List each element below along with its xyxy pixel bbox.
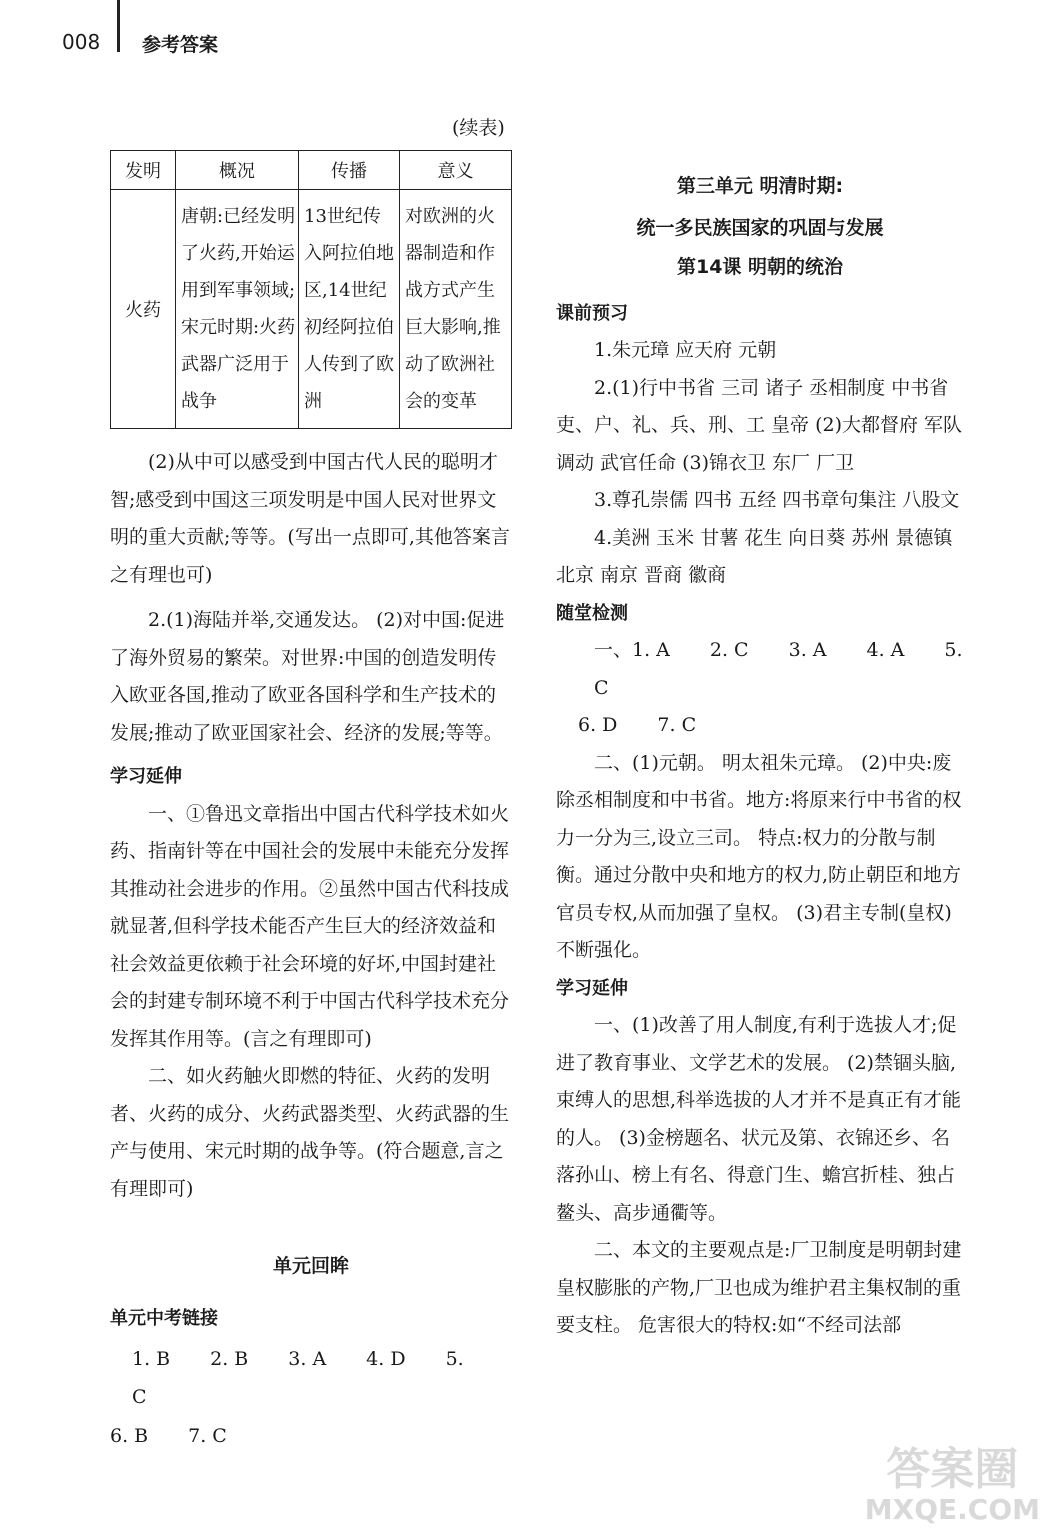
mcq-answer: 6. D xyxy=(578,714,618,736)
lesson-title: 第14课 明朝的统治 xyxy=(676,256,844,278)
left-section-exam: 单元中考链接 xyxy=(110,1307,218,1329)
cell-overview: 唐朝:已经发明了火药,开始运用到军事领域;宋元时期:火药武器广泛用于战争 xyxy=(176,190,299,429)
left-column xyxy=(110,444,512,1456)
mcq-answer: 7. C xyxy=(657,714,697,736)
th-overview: 概况 xyxy=(176,151,299,190)
watermark-text: 答案圈 xyxy=(886,1444,1019,1495)
watermark-url: MXQE.COM xyxy=(864,1493,1040,1526)
mcq-answer: 一、1. A xyxy=(594,639,670,661)
mcq-answer: 3. A xyxy=(288,1348,327,1370)
mcq-answer: 1. B xyxy=(132,1348,171,1370)
th-significance: 意义 xyxy=(400,151,512,190)
preview-q3: 3.尊孔崇儒 四书 五经 四书章句集注 八股文 xyxy=(594,489,960,511)
section-extend: 学习延伸 xyxy=(556,977,628,999)
test-mcq-row2 xyxy=(556,707,964,745)
mcq-answer: 4. D xyxy=(366,1348,406,1370)
exam-mcq-row1 xyxy=(110,1341,512,1416)
left-answer-p1: (2)从中可以感受到中国古代人民的聪明才智;感受到中国这三项发明是中国人民对世界文明的重大贡献;等等。(写出一点即可,其他答案言之有理也可) xyxy=(110,451,510,586)
unit-title-line1: 第三单元 明清时期: xyxy=(676,175,844,197)
section-test: 随堂检测 xyxy=(556,602,628,624)
extend-answer-2: 二、本文的主要观点是:厂卫制度是明朝封建皇权膨胀的产物,厂卫也成为维护君主集权制的重要支柱。 危害很大的特权:如“不经司法部 xyxy=(556,1239,962,1336)
left-answer-p2: 2.(1)海陆并举,交通发达。 (2)对中国:促进了海外贸易的繁荣。对世界:中国的创造发明传入欧亚各国,推动了欧亚各国科学和生产技术的发展;推动了欧亚国家社会、经济的发展;等等。 xyxy=(110,609,505,744)
section-preview: 课前预习 xyxy=(556,302,628,324)
test-mcq-row1 xyxy=(556,632,964,707)
inventions-table xyxy=(110,150,512,429)
table-row xyxy=(111,190,512,429)
mcq-answer: 7. C xyxy=(188,1425,227,1447)
left-extend-p2: 二、如火药触火即燃的特征、火药的发明者、火药的成分、火药武器类型、火药武器的生产与使用、宋元时期的战争等。(符合题意,言之有理即可) xyxy=(110,1065,510,1200)
cell-significance: 对欧洲的火器制造和作战方式产生巨大影响,推动了欧洲社会的变革 xyxy=(400,190,512,429)
mcq-answer: 4. A xyxy=(866,639,905,661)
mcq-answer: 3. A xyxy=(788,639,827,661)
header-title: 参考答案 xyxy=(142,34,219,56)
mcq-answer: 2. B xyxy=(210,1348,249,1370)
page-number: 008 xyxy=(62,30,101,54)
preview-q4: 4.美洲 玉米 甘薯 花生 向日葵 苏州 景德镇 北京 南京 晋商 徽商 xyxy=(556,526,953,586)
extend-answer-1: 一、(1)改善了用人制度,有利于选拔人才;促进了教育事业、文学艺术的发展。 (2)禁锢头脑,束缚人的思想,科举选拔的人才并不是真正有才能的人。 (3)金榜题名、状元及第、衣锦还乡、名落孙山、榜上有名、得意门生、蟾宫折桂、独占鳌头、高步通衢等。 xyxy=(556,1014,962,1224)
th-spread: 传播 xyxy=(299,151,400,190)
right-column xyxy=(556,168,964,1345)
table-continued-label: (续表) xyxy=(452,117,505,139)
mcq-answer: 6. B xyxy=(110,1425,149,1447)
header-divider xyxy=(117,0,120,52)
cell-spread: 13世纪传入阿拉伯地区,14世纪初经阿拉伯人传到了欧洲 xyxy=(299,190,400,429)
mcq-answer: 5. C xyxy=(132,1348,464,1408)
preview-q2: 2.(1)行中书省 三司 诸子 丞相制度 中书省 吏、户、礼、兵、刑、工 皇帝 (2)大都督府 军队调动 武官任命 (3)锦衣卫 东厂 厂卫 xyxy=(556,376,963,474)
test-answer-two: 二、(1)元朝。 明太祖朱元璋。 (2)中央:废除丞相制度和中书省。地方:将原来行中书省的权力一分为三,设立三司。 特点:权力的分散与制衡。通过分散中央和地方的权力,防止朝臣和地方官员专权,从而加强了皇权。 (3)君主专制(皇权)不断强化。 xyxy=(556,751,962,961)
table-header-row xyxy=(111,151,512,190)
mcq-answer: 5. C xyxy=(594,639,963,699)
preview-q1: 1.朱元璋 应天府 元朝 xyxy=(594,339,777,361)
left-section-extend: 学习延伸 xyxy=(110,766,182,787)
left-extend-p1: 一、①鲁迅文章指出中国古代科学技术如火药、指南针等在中国社会的发展中未能充分发挥其推动社会进步的作用。②虽然中国古代科技成就显著,但科学技术能否产生巨大的经济效益和社会效益更依赖于社会环境的好坏,中国封建社会的封建专制环境不利于中国古代科学技术充分发挥其作用等。(言之有理即可) xyxy=(110,802,510,1050)
mcq-answer: 2. C xyxy=(709,639,749,661)
unit-review-title: 单元回眸 xyxy=(272,1255,349,1277)
watermark-logo xyxy=(864,1444,1040,1530)
th-invention: 发明 xyxy=(111,151,176,190)
cell-invention: 火药 xyxy=(111,190,176,429)
unit-title-line2: 统一多民族国家的巩固与发展 xyxy=(636,216,884,239)
exam-mcq-row2 xyxy=(110,1418,512,1456)
